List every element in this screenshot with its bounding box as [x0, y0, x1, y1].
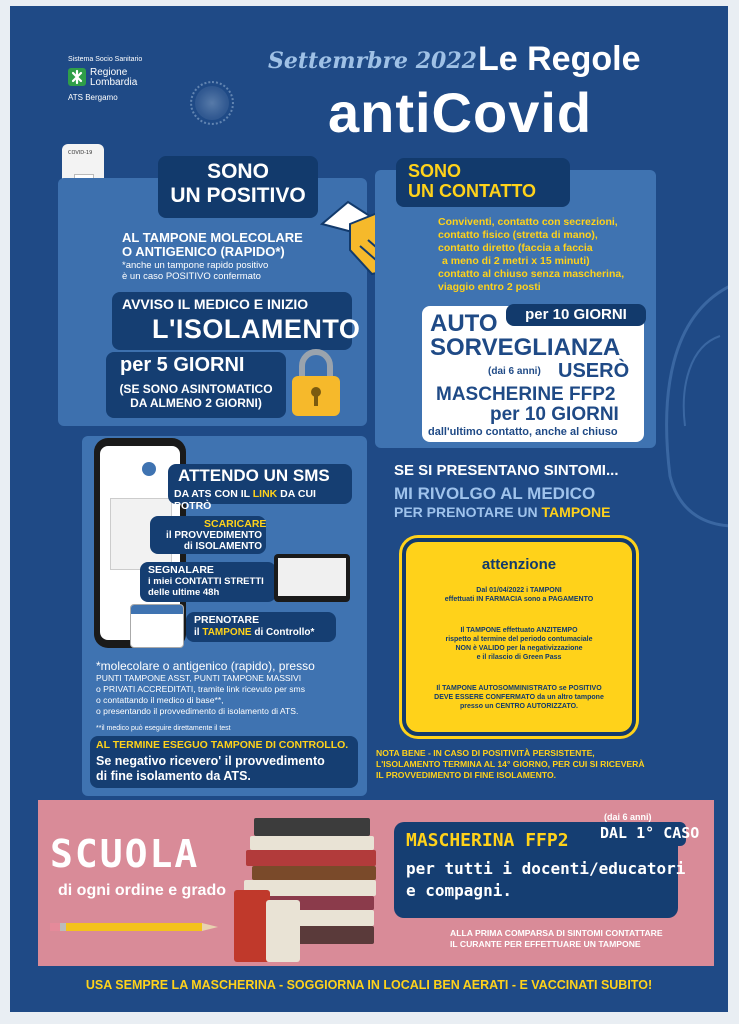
contatto-title-2: UN CONTATTO — [408, 181, 536, 201]
attenzione-line: Il TAMPONE AUTOSOMMINISTRATO se POSITIVO — [436, 685, 602, 692]
org-ats: ATS Bergamo — [68, 93, 118, 102]
sms-sub-link: LINK — [252, 488, 278, 500]
sms-tampone-text2: di Controllo* — [251, 627, 315, 638]
contatto-desc — [438, 216, 624, 294]
positivo-title-2: UN POSITIVO — [170, 184, 306, 207]
sms-sub — [174, 488, 352, 512]
sms-sub-text2: DA CUI POTRÒ — [174, 488, 316, 512]
sms-tampone-highlight: TAMPONE — [202, 627, 252, 638]
contatto-rivolgo: MI RIVOLGO AL MEDICO — [394, 484, 596, 503]
contatto-usero: USERÒ — [558, 360, 630, 382]
mask-outline-icon — [650, 276, 728, 536]
pencil-icon — [50, 920, 220, 934]
notabene-line: IL PROVVEDIMENTO DI FINE ISOLAMENTO. — [376, 770, 557, 780]
notabene — [376, 748, 645, 781]
notabene-line: NOTA BENE - IN CASO DI POSITIVITÀ PERSISTENTE, — [376, 748, 595, 758]
scuola-sintomi-1: ALLA PRIMA COMPARSA DI SINTOMI CONTATTARE — [450, 928, 663, 938]
sms-sub-text: DA ATS CON IL — [174, 488, 253, 500]
header-date: Settemrbre 2022 — [268, 48, 477, 74]
positivo-cond — [114, 382, 278, 410]
contatto-desc-line: contatto diretto (faccia a faccia — [438, 242, 593, 254]
contatto-auto: AUTO — [430, 310, 498, 337]
contatto-desc-line: contatto al chiuso senza mascherina, — [438, 268, 625, 280]
isolamento-box — [112, 292, 361, 350]
sms-tampone — [194, 627, 314, 638]
scuola-per-2: e compagni. — [406, 881, 512, 900]
attenzione-line: Dal 01/04/2022 i TAMPONI — [476, 587, 562, 594]
attenzione-line: DEVE ESSERE CONFERMATO da un altro tampone — [434, 694, 604, 701]
contatto-per10b: per 10 GIORNI — [490, 404, 619, 425]
scaricare-box — [150, 516, 266, 554]
attenzione-line: e il rilascio di Green Pass — [476, 654, 562, 661]
sms-contatti — [148, 576, 264, 598]
notabene-line: L'ISOLAMENTO TERMINA AL 14° GIORNO, PER CUI SI RICEVERÀ — [376, 759, 645, 769]
sms-contatti-1: i miei CONTATTI STRETTI — [148, 576, 264, 587]
attenzione-line: Il TAMPONE effettuato ANZITEMPO — [460, 627, 578, 634]
contatto-desc-line: a meno di 2 metri x 15 minuti) — [442, 255, 590, 267]
prenotare-box — [186, 612, 336, 642]
contatto-mascherine: MASCHERINE FFP2 — [436, 384, 616, 405]
attenzione-p2 — [406, 626, 632, 662]
contatto-desc-line: Conviventi, contatto con secrezioni, — [438, 216, 618, 228]
scuola-sintomi — [450, 928, 663, 950]
contatto-prenotare — [394, 504, 611, 520]
sms-provv-1: il PROVVEDIMENTO — [166, 530, 262, 541]
sms-footnote-line: o presentando il provvedimento di isolamento di ATS. — [96, 706, 299, 716]
sms-footnote-title: *molecolare o antigenico (rapido), presso — [96, 659, 315, 673]
contatto-title — [396, 158, 570, 207]
attenzione-box — [402, 538, 636, 736]
scuola-dal1: DAL 1° CASO — [600, 824, 700, 842]
books-icon — [230, 806, 390, 968]
positivo-cond-1: (SE SONO ASINTOMATICO — [119, 382, 273, 396]
sms-footnote-line: o contattando il medico di base**, — [96, 695, 224, 705]
org-line: Sistema Socio Sanitario — [68, 56, 143, 63]
scuola-title: SCUOLA — [50, 832, 200, 876]
giorni-box — [106, 352, 286, 418]
sms-footnote — [96, 673, 305, 717]
attenzione-line: presso un CENTRO AUTORIZZATO. — [460, 703, 578, 710]
attenzione-line: effettuati IN FARMACIA sono a PAGAMENTO — [444, 596, 594, 603]
contatto-prenotare-highlight: TAMPONE — [541, 504, 611, 520]
sms-negativo-1: Se negativo ricevero' il provvedimento — [96, 754, 325, 768]
attenzione-p1 — [406, 586, 632, 604]
contatto-prenotare-text: PER PRENOTARE UN — [394, 504, 542, 520]
sms-segnalare: SEGNALARE — [148, 564, 214, 576]
positivo-cond-2: DA ALMENO 2 GIORNI) — [130, 396, 262, 410]
positivo-avviso: AVVISO IL MEDICO E INIZIO — [122, 296, 309, 312]
scuola-per — [406, 858, 685, 902]
calendar-icon — [130, 604, 184, 648]
contatto-desc-line: viaggio entro 2 posti — [438, 281, 541, 293]
sms-title-box — [168, 464, 352, 512]
contatto-ultimo: dall'ultimo contatto, anche al chiuso — [428, 426, 618, 438]
sms-negativo — [96, 754, 325, 784]
sms-footnote-line: PUNTI TAMPONE ASST, PUNTI TAMPONE MASSIVI — [96, 673, 302, 683]
positivo-note-2: è un caso POSITIVO confermato — [122, 271, 261, 282]
org-region-name: Lombardia — [90, 77, 138, 88]
positivo-isolamento: L'ISOLAMENTO — [152, 314, 361, 344]
sms-provv-2: di ISOLAMENTO — [183, 541, 262, 552]
attenzione-p3 — [406, 684, 632, 711]
scuola-per-1: per tutti i docenti/educatori — [406, 859, 686, 878]
positivo-giorni: per 5 GIORNI — [120, 354, 245, 376]
laptop-icon — [274, 554, 350, 602]
title-line2: antiCovid — [328, 81, 593, 144]
scuola-sub: di ogni ordine e grado — [58, 882, 226, 899]
sms-contatti-2: delle ultime 48h — [148, 587, 220, 598]
positivo-test — [122, 231, 303, 259]
sms-footnote-line: o PRIVATI ACCREDITATI, tramite link ricevuto per sms — [96, 684, 305, 694]
org-region: Regione — [90, 67, 128, 78]
positivo-note-1: *anche un tampone rapido positivo — [122, 260, 269, 271]
scuola-sintomi-2: IL CURANTE PER EFFETTUARE UN TAMPONE — [450, 939, 641, 949]
scuola-mascherina: MASCHERINA FFP2 — [406, 830, 569, 851]
contatto-sorveglianza: SORVEGLIANZA — [430, 334, 621, 361]
title-line1: Le Regole — [478, 40, 641, 78]
positivo-test-2: O ANTIGENICO (RAPIDO*) — [122, 244, 285, 259]
positivo-note — [122, 260, 268, 282]
contatto-sintomi: SE SI PRESENTANO SINTOMI... — [394, 462, 619, 479]
positivo-test-1: AL TAMPONE MOLECOLARE — [122, 230, 303, 245]
contatto-dai6: (dai 6 anni) — [488, 366, 541, 377]
contatto-title-1: SONO — [408, 161, 462, 181]
sms-termine: AL TERMINE ESEGUO TAMPONE DI CONTROLLO. — [96, 739, 349, 751]
attenzione-line: rispetto al termine del periodo contumaciale — [445, 636, 593, 643]
termine-box — [90, 736, 358, 788]
poster — [10, 6, 728, 1012]
rapid-test-icon: COVID-19 — [62, 144, 104, 248]
sms-tampone-text: il — [194, 627, 203, 638]
contatto-desc-line: contatto fisico (stretta di mano), — [438, 229, 598, 241]
sms-provv — [156, 530, 262, 552]
attenzione-line: NON è VALIDO per la negativizzazione — [455, 645, 583, 652]
positivo-title — [158, 156, 318, 218]
contatto-per10: per 10 GIORNI — [506, 304, 646, 326]
padlock-icon — [286, 344, 346, 418]
sms-footnote2: **il medico può eseguire direttamente il test — [96, 725, 231, 732]
scuola-dai6: (dai 6 anni) — [604, 812, 652, 822]
sms-prenotare: PRENOTARE — [194, 614, 260, 626]
footer-slogan: USA SEMPRE LA MASCHERINA - SOGGIORNA IN LOCALI BEN AERATI - E VACCINATI SUBITO! — [85, 978, 653, 992]
attenzione-title: attenzione — [481, 556, 557, 573]
lombardia-logo-icon — [68, 68, 86, 86]
sms-negativo-2: di fine isolamento da ATS. — [96, 769, 251, 783]
sms-scaricare: SCARICARE — [204, 518, 267, 530]
virus-icon — [195, 86, 229, 120]
sms-title: ATTENDO UN SMS — [178, 466, 330, 485]
positivo-title-1: SONO — [207, 160, 269, 183]
segnalare-box — [140, 562, 276, 602]
